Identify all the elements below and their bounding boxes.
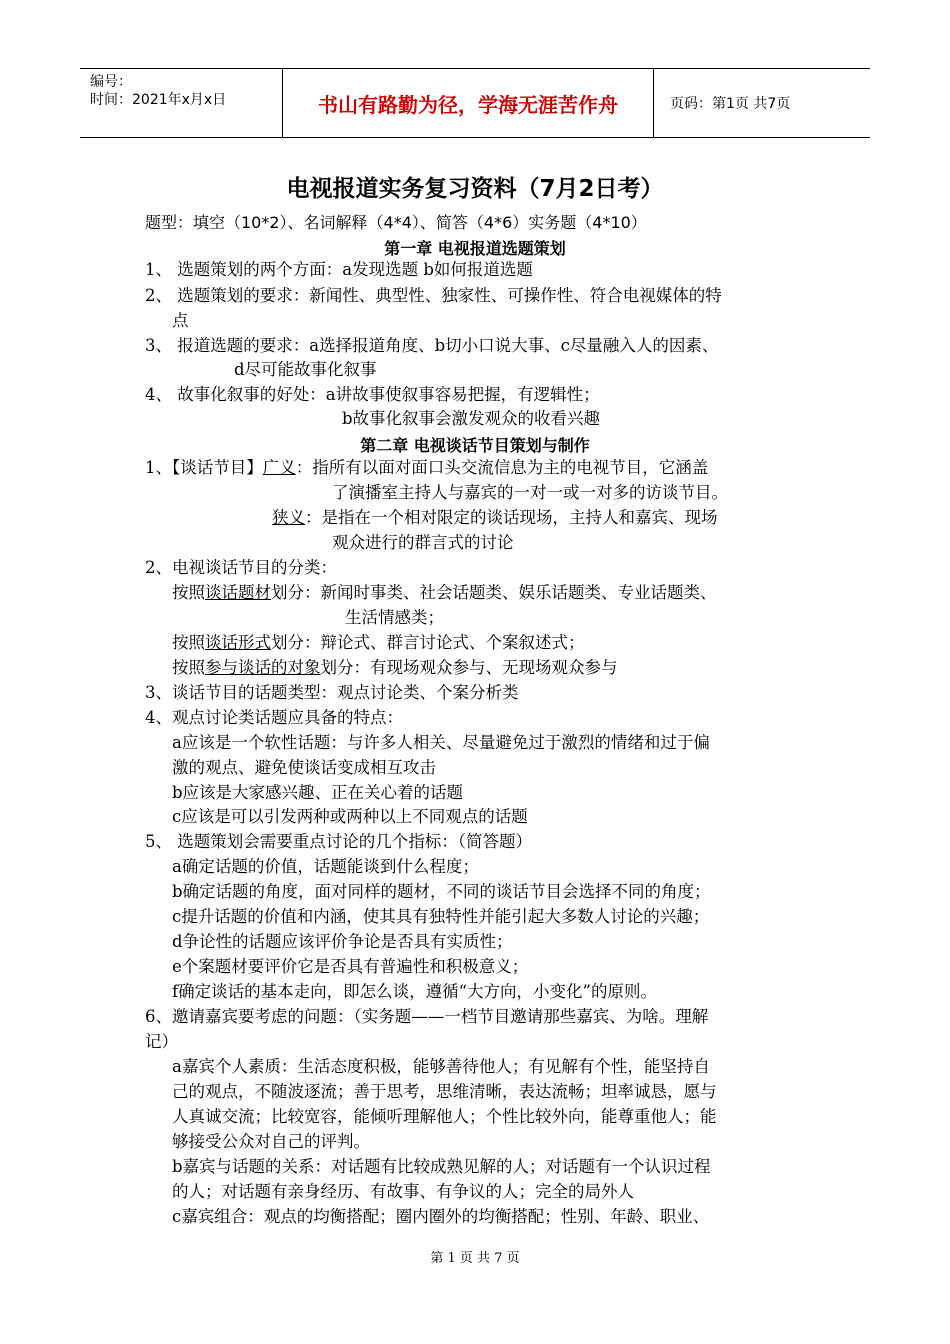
def-narrow-label: 狭义 [272,508,305,527]
ch2-item5-f: f确定谈话的基本走向，即怎么谈，遵循“大方向，小变化”的原则。 [172,982,657,1001]
page-footer: 第 1 页 共 7 页 [430,1251,520,1266]
def-broad-cont: 了演播室主持人与嘉宾的一对一或一对多的访谈节目。 [332,483,728,502]
ch1-item3-cont: d尽可能故事化叙事 [234,360,377,379]
ch2-item4: 4、观点讨论类话题应具备的特点： [145,708,403,727]
def-narrow-cont: 观众进行的群言式的讨论 [332,533,514,552]
ch2-cls3 [172,657,618,679]
cls2-pre: 按照 [172,633,205,652]
number-label: 编号： [90,74,132,90]
ch2-item5: 5、 选题策划会需要重点讨论的几个指标：（简答题） [145,832,532,851]
ch2-item6-b1: b嘉宾与话题的关系：对话题有比较成熟见解的人；对话题有一个认识过程 [172,1157,711,1176]
question-types: 题型：填空（10*2）、名词解释（4*4）、简答（4*6）实务题（4*10） [145,213,647,232]
motto: 书山有路勤为径，学海无涯苦作舟 [282,69,654,137]
ch2-cls-title: 2、电视谈话节目的分类： [145,558,337,577]
def-broad-text: ：指所有以面对面口头交流信息为主的电视节目，它涵盖 [295,458,709,477]
ch2-item4-a1: a应该是一个软性话题：与许多人相关、尽量避免过于激烈的情绪和过于偏 [172,733,710,752]
ch2-item6: 6、邀请嘉宾要考虑的问题：（实务题——一档节目邀请那些嘉宾、为啥。理解 [145,1007,709,1026]
page-label-cell [662,69,870,137]
cls2-underlined: 谈话形式 [205,633,271,652]
ch1-item1: 1、 选题策划的两个方面：a发现选题 b如何报道选题 [145,260,533,279]
ch2-cls1-cont: 生活情感类； [345,608,444,627]
time-label: 时间：2021年x月x日 [90,92,227,108]
cls3-pre: 按照 [172,658,205,677]
ch2-item6-a4: 够接受公众对自己的评判。 [172,1132,370,1151]
ch1-item3: 3、 报道选题的要求：a选择报道角度、b切小口说大事、c尽量融入人的因素、 [145,336,719,355]
ch1-item4: 4、 故事化叙事的好处：a讲故事使叙事容易把握，有逻辑性； [145,385,600,404]
ch2-definition [145,457,708,479]
ch1-item2-cont: 点 [172,311,189,330]
ch1-item4-cont: b故事化叙事会激发观众的收看兴趣 [342,409,601,428]
cls2-post: 划分：辩论式、群言讨论式、个案叙述式； [271,633,585,652]
cls3-underlined: 参与谈话的对象 [205,658,321,677]
ch2-item6-c1: c嘉宾组合：观点的均衡搭配；圈内圈外的均衡搭配；性别、年龄、职业、 [172,1207,710,1226]
page-label: 页码：第1页 共7页 [670,96,791,112]
chapter2-heading: 第二章 电视谈话节目策划与制作 [360,436,590,455]
ch2-item6-a1: a嘉宾个人素质：生活态度积极，能够善待他人；有见解有个性，能坚持自 [172,1057,710,1076]
ch2-item6-a2: 己的观点，不随波逐流；善于思考，思维清晰，表达流畅；坦率诚恳，愿与 [172,1082,717,1101]
ch2-cls1 [172,582,717,604]
ch2-cls2 [172,632,585,654]
cls1-post: 划分：新闻时事类、社会话题类、娱乐话题类、专业话题类、 [271,583,717,602]
def-narrow [272,507,718,529]
ch2-item5-a: a确定话题的价值，话题能谈到什么程度； [172,857,479,876]
ch2-item5-c: c提升话题的价值和内涵，使其具有独特性并能引起大多数人讨论的兴趣； [172,907,710,926]
ch2-item4-b: b应该是大家感兴趣、正在关心着的话题 [172,783,464,802]
document-title: 电视报道实务复习资料（7月2日考） [286,176,664,202]
header-info-cell [80,69,280,137]
ch2-item4-a2: 激的观点、避免使谈话变成相互攻击 [172,758,436,777]
ch2-item6-a3: 人真诚交流；比较宽容，能倾听理解他人；个性比较外向，能尊重他人；能 [172,1107,717,1126]
ch2-item6-b2: 的人；对话题有亲身经历、有故事、有争议的人；完全的局外人 [172,1182,634,1201]
ch2-item5-d: d争论性的话题应该评价争论是否具有实质性； [172,932,513,951]
ch2-item3: 3、谈话节目的话题类型：观点讨论类、个案分析类 [145,683,519,702]
def-prefix: 1、【谈话节目】 [145,458,263,477]
cls1-underlined: 谈话题材 [205,583,271,602]
ch2-item4-c: c应该是可以引发两种或两种以上不同观点的话题 [172,807,528,826]
ch2-item6-cont: 记） [145,1032,178,1051]
chapter1-heading: 第一章 电视报道选题策划 [384,239,566,258]
def-narrow-text: ：是指在一个相对限定的谈话现场，主持人和嘉宾、现场 [305,508,718,527]
cls3-post: 划分：有现场观众参与、无现场观众参与 [320,658,618,677]
ch2-item5-e: e个案题材要评价它是否具有普遍性和积极意义； [172,957,529,976]
ch1-item2: 2、 选题策划的要求：新闻性、典型性、独家性、可操作性、符合电视媒体的特 [145,286,722,305]
def-broad-label: 广义 [262,458,296,477]
header-table [80,68,870,138]
ch2-item5-b: b确定话题的角度，面对同样的题材，不同的谈话节目会选择不同的角度； [172,882,711,901]
cls1-pre: 按照 [172,583,205,602]
